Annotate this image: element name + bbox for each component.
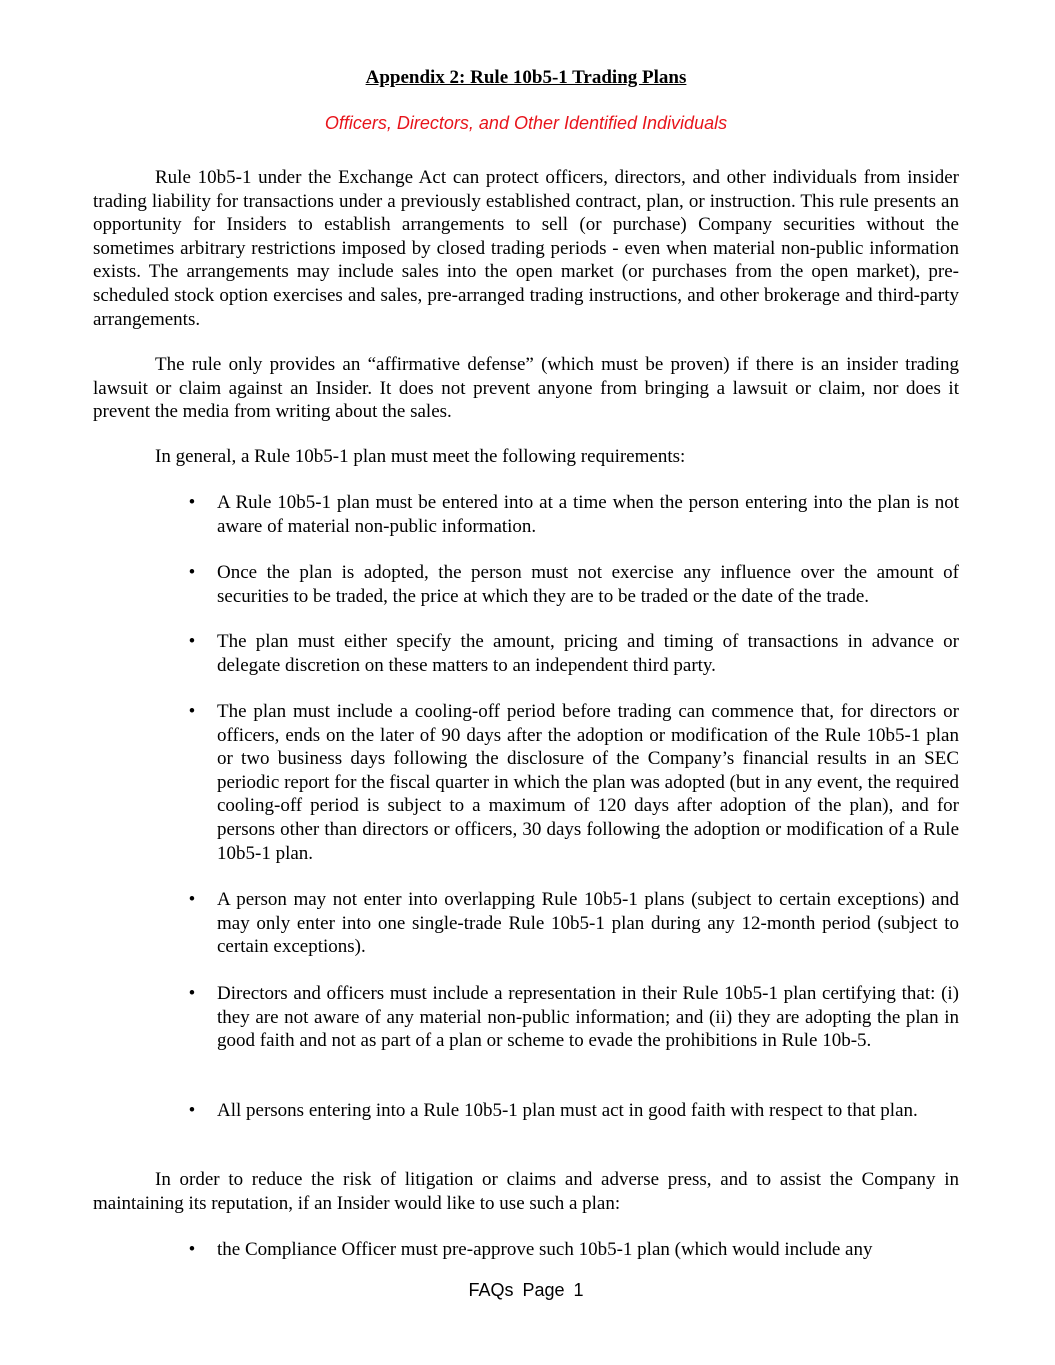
list-item — [188, 888, 959, 959]
list-item — [188, 982, 959, 1053]
page-subtitle: Officers, Directors, and Other Identified Individuals — [324, 113, 728, 133]
bullet-icon: • — [188, 631, 196, 652]
page-footer: FAQs Page 1 — [468, 1280, 584, 1300]
paragraph-affirmative-defense: The rule only provides an “affirmative defense” (which must be proven) if there is an insider trading lawsuit or claim against an Insider. It does not prevent anyone from bringing a lawsuit or claim, nor does it prevent the media from writing about the sales. — [93, 354, 959, 423]
list-item-text: A Rule 10b5-1 plan must be entered into at a time when the person entering into the plan is not aware of material non-public information. — [217, 492, 959, 537]
paragraph-requirements-intro: In general, a Rule 10b5-1 plan must meet the following requirements: — [155, 446, 686, 467]
list-item-text: The plan must either specify the amount, pricing and timing of transactions in advance or delegate discretion on these matters to an independent third party. — [217, 631, 959, 676]
list-item-text: the Compliance Officer must pre-approve such 10b5-1 plan (which would include any — [217, 1239, 873, 1260]
list-item — [188, 700, 959, 865]
bullet-icon: • — [188, 889, 196, 910]
list-item — [188, 491, 959, 538]
bullet-icon: • — [188, 983, 196, 1004]
list-item-text: A person may not enter into overlapping Rule 10b5-1 plans (subject to certain exceptions) and may only enter into one single-trade Rule 10b5-1 plan during any 12-month period (subject to certain exceptions). — [217, 889, 959, 958]
list-item-text: Once the plan is adopted, the person must not exercise any influence over the amount of securities to be traded, the price at which they are to be traded or the date of the trade. — [217, 562, 959, 607]
paragraph-intro: Rule 10b5-1 under the Exchange Act can protect officers, directors, and other individuals from insider trading liability for transactions under a previously established contract, plan, or instruction. This rule presents an opportunity for Insiders to establish arrangements to sell (or purchase) Company securities without the sometimes arbitrary restrictions imposed by closed trading periods - even when material non-public information exists. The arrangements may include sales into the open market (or purchases from the open market), pre-scheduled stock option exercises and sales, pre-arranged trading instructions, and other brokerage and third-party arrangements. — [93, 167, 959, 330]
list-item-text: Directors and officers must include a representation in their Rule 10b5-1 plan certifying that: (i) they are not aware of any material non-public information; and (ii) they are adopting the plan in good faith and not as part of a plan or scheme to evade the prohibitions in Rule 10b-5. — [217, 983, 959, 1052]
paragraph-closing: In order to reduce the risk of litigation or claims and adverse press, and to assist the Company in maintaining its reputation, if an Insider would like to use such a plan: — [93, 1169, 959, 1214]
list-item — [188, 630, 959, 677]
bullet-icon: • — [188, 562, 196, 583]
list-item — [188, 561, 959, 608]
bullet-icon: • — [188, 492, 196, 513]
list-item — [188, 1099, 959, 1123]
bullet-icon: • — [188, 1100, 196, 1121]
bullet-icon: • — [188, 1239, 196, 1260]
page-title: Appendix 2: Rule 10b5-1 Trading Plans — [365, 67, 687, 88]
list-item — [188, 1238, 959, 1262]
list-item-text: All persons entering into a Rule 10b5-1 plan must act in good faith with respect to that plan. — [217, 1100, 918, 1121]
bullet-icon: • — [188, 701, 196, 722]
list-item-text: The plan must include a cooling-off period before trading can commence that, for directors or officers, ends on the later of 90 days after the adoption or modification of the Rule 10b5-1 plan or two business days following the disclosure of the Company’s financial results in an SEC periodic report for the fiscal quarter in which the plan was adopted (but in any event, the required cooling-off period is subject to a maximum of 120 days after adoption of the plan), and for persons other than directors or officers, 30 days following the adoption or modification of a Rule 10b5-1 plan. — [217, 701, 959, 864]
